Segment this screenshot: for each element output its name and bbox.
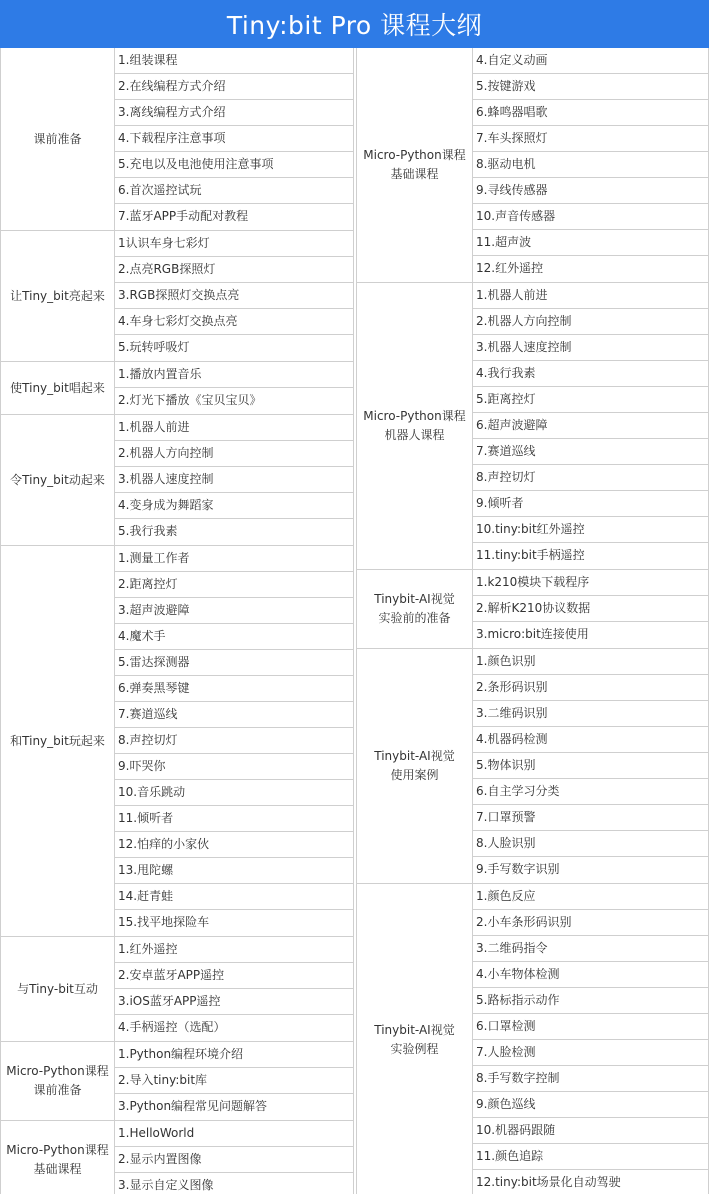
- lesson-item: 2.小车条形码识别: [473, 910, 708, 936]
- right-column: [356, 48, 709, 1194]
- lesson-item: 3.二维码指令: [473, 936, 708, 962]
- section-category: [1, 362, 115, 414]
- lesson-item: 1.机器人前进: [473, 283, 708, 309]
- lesson-item: 2.机器人方向控制: [115, 441, 353, 467]
- lesson-item: 2.解析K210协议数据: [473, 596, 708, 622]
- section-category-label: 和Tiny_bit玩起来: [10, 733, 105, 748]
- section-category: [1, 937, 115, 1041]
- course-section: [357, 283, 708, 570]
- lesson-item: 6.超声波避障: [473, 413, 708, 439]
- lesson-item: 1.颜色识别: [473, 649, 708, 675]
- lesson-item: 4.自定义动画: [473, 48, 708, 74]
- section-items: [115, 937, 353, 1041]
- section-category-label: Micro-Python课程基础课程: [363, 148, 466, 181]
- lesson-item: 3.离线编程方式介绍: [115, 100, 353, 126]
- lesson-item: 6.口罩检测: [473, 1014, 708, 1040]
- section-items: [473, 649, 708, 883]
- lesson-item: 10.tiny:bit红外遥控: [473, 517, 708, 543]
- section-items: [115, 1121, 353, 1194]
- lesson-item: 13.甩陀螺: [115, 858, 353, 884]
- lesson-item: 4.手柄遥控（选配）: [118, 1020, 226, 1034]
- lesson-item: 1.红外遥控: [115, 937, 353, 963]
- lesson-item: 7.赛道巡线: [115, 702, 353, 728]
- course-section: [1, 937, 353, 1042]
- section-items: [115, 415, 353, 545]
- lesson-item: 1.HelloWorld: [115, 1121, 353, 1147]
- lesson-item: 12.tiny:bit场景化自动驾驶: [476, 1175, 621, 1189]
- section-category-label: Micro-Python课程基础课程: [6, 1143, 109, 1176]
- lesson-item: 9.倾听者: [473, 491, 708, 517]
- section-items: [473, 570, 708, 648]
- section-category: [1, 231, 115, 361]
- section-category: [1, 546, 115, 936]
- course-section: [357, 649, 708, 884]
- course-section: [1, 1042, 353, 1121]
- section-category: [357, 649, 473, 883]
- course-section: [1, 48, 353, 231]
- section-category-label: Tinybit-AI视觉使用案例: [374, 749, 455, 782]
- lesson-item: 11.超声波: [473, 230, 708, 256]
- lesson-item: 4.下载程序注意事项: [115, 126, 353, 152]
- lesson-item: 2.在线编程方式介绍: [115, 74, 353, 100]
- lesson-item: 1认识车身七彩灯: [115, 231, 353, 257]
- lesson-item: 7.车头探照灯: [473, 126, 708, 152]
- lesson-item: 2.灯光下播放《宝贝宝贝》: [118, 393, 262, 407]
- lesson-item: 10.声音传感器: [473, 204, 708, 230]
- lesson-item: 1.测量工作者: [115, 546, 353, 572]
- lesson-item: 12.红外遥控: [476, 261, 544, 275]
- lesson-item: 1.k210模块下载程序: [473, 570, 708, 596]
- section-category-label: 课前准备: [33, 131, 82, 146]
- lesson-item: 2.距离控灯: [115, 572, 353, 598]
- lesson-item: 5.按键游戏: [473, 74, 708, 100]
- lesson-item: 3.Python编程常见问题解答: [118, 1099, 268, 1113]
- lesson-item: 5.充电以及电池使用注意事项: [115, 152, 353, 178]
- lesson-item: 2.条形码识别: [473, 675, 708, 701]
- section-items: [115, 546, 353, 936]
- lesson-item: 7.赛道巡线: [473, 439, 708, 465]
- lesson-item: 9.手写数字识别: [476, 862, 560, 876]
- lesson-item: 5.路标指示动作: [473, 988, 708, 1014]
- section-category-label: Tinybit-AI视觉实验例程: [374, 1023, 455, 1056]
- lesson-item: 2.安卓蓝牙APP遥控: [115, 963, 353, 989]
- lesson-item: 1.Python编程环境介绍: [115, 1042, 353, 1068]
- lesson-item: 3.iOS蓝牙APP遥控: [115, 989, 353, 1015]
- lesson-item: 6.首次遥控试玩: [115, 178, 353, 204]
- lesson-item: 12.怕痒的小家伙: [115, 832, 353, 858]
- lesson-item: 4.我行我素: [473, 361, 708, 387]
- lesson-item: 2.点亮RGB探照灯: [115, 257, 353, 283]
- lesson-item: 11.tiny:bit手柄遥控: [476, 548, 585, 562]
- lesson-item: 2.显示内置图像: [115, 1147, 353, 1173]
- left-column: [0, 48, 354, 1194]
- section-category: [357, 283, 473, 569]
- section-category-label: 与Tiny-bit互动: [17, 981, 98, 996]
- lesson-item: 1.组装课程: [115, 48, 353, 74]
- lesson-item: 3.显示自定义图像: [118, 1178, 214, 1192]
- course-section: [1, 546, 353, 937]
- lesson-item: 1.机器人前进: [115, 415, 353, 441]
- lesson-item: 8.手写数字控制: [473, 1066, 708, 1092]
- lesson-item: 7.口罩预警: [473, 805, 708, 831]
- lesson-item: 5.雷达探测器: [115, 650, 353, 676]
- lesson-item: 2.机器人方向控制: [473, 309, 708, 335]
- section-category: [1, 1042, 115, 1120]
- lesson-item: 11.倾听者: [115, 806, 353, 832]
- lesson-item: 10.机器码跟随: [473, 1118, 708, 1144]
- course-section: [357, 884, 708, 1194]
- section-category: [1, 415, 115, 545]
- lesson-item: 1.播放内置音乐: [115, 362, 353, 388]
- lesson-item: 2.导入tiny:bit库: [115, 1068, 353, 1094]
- lesson-item: 4.车身七彩灯交换点亮: [115, 309, 353, 335]
- lesson-item: 3.RGB探照灯交换点亮: [115, 283, 353, 309]
- section-items: [115, 1042, 353, 1120]
- section-items: [115, 231, 353, 361]
- lesson-item: 14.赶青蛙: [115, 884, 353, 910]
- lesson-item: 7.人脸检测: [473, 1040, 708, 1066]
- lesson-item: 5.距离控灯: [473, 387, 708, 413]
- lesson-item: 5.物体识别: [473, 753, 708, 779]
- lesson-item: 1.颜色反应: [473, 884, 708, 910]
- section-category: [357, 48, 473, 282]
- page-title: Tiny:bit Pro 课程大纲: [0, 0, 709, 48]
- section-items: [473, 884, 708, 1194]
- lesson-item: 3.micro:bit连接使用: [476, 627, 589, 641]
- lesson-item: 5.我行我素: [118, 524, 178, 538]
- section-category-label: Tinybit-AI视觉实验前的准备: [374, 592, 455, 625]
- section-items: [115, 48, 353, 230]
- course-section: [357, 48, 708, 283]
- lesson-item: 4.变身成为舞蹈家: [115, 493, 353, 519]
- section-items: [115, 362, 353, 414]
- lesson-item: 3.超声波避障: [115, 598, 353, 624]
- lesson-item: 8.人脸识别: [473, 831, 708, 857]
- lesson-item: 4.魔术手: [115, 624, 353, 650]
- lesson-item: 6.蜂鸣器唱歌: [473, 100, 708, 126]
- lesson-item: 3.二维码识别: [473, 701, 708, 727]
- course-section: [1, 415, 353, 546]
- lesson-item: 9.吓哭你: [115, 754, 353, 780]
- section-category: [357, 884, 473, 1194]
- lesson-item: 3.机器人速度控制: [473, 335, 708, 361]
- section-category: [357, 570, 473, 648]
- section-category: [1, 48, 115, 230]
- lesson-item: 4.机器码检测: [473, 727, 708, 753]
- section-category-label: 令Tiny_bit动起来: [10, 472, 105, 487]
- lesson-item: 5.玩转呼吸灯: [118, 340, 190, 354]
- lesson-item: 8.声控切灯: [115, 728, 353, 754]
- course-section: [1, 1121, 353, 1194]
- course-section: [1, 362, 353, 415]
- lesson-item: 6.自主学习分类: [473, 779, 708, 805]
- section-category-label: 使Tiny_bit唱起来: [10, 380, 105, 395]
- lesson-item: 3.机器人速度控制: [115, 467, 353, 493]
- lesson-item: 6.弹奏黑琴键: [115, 676, 353, 702]
- lesson-item: 9.颜色巡线: [473, 1092, 708, 1118]
- lesson-item: 9.寻线传感器: [473, 178, 708, 204]
- lesson-item: 7.蓝牙APP手动配对教程: [118, 209, 249, 223]
- section-items: [473, 283, 708, 569]
- lesson-item: 8.驱动电机: [473, 152, 708, 178]
- section-category-label: 让Tiny_bit亮起来: [10, 288, 105, 303]
- section-category-label: Micro-Python课程机器人课程: [363, 409, 466, 442]
- section-category: [1, 1121, 115, 1194]
- lesson-item: 4.小车物体检测: [473, 962, 708, 988]
- lesson-item: 11.颜色追踪: [473, 1144, 708, 1170]
- section-category-label: Micro-Python课程课前准备: [6, 1064, 109, 1097]
- course-section: [357, 570, 708, 649]
- course-section: [1, 231, 353, 362]
- lesson-item: 15.找平地探险车: [118, 915, 210, 929]
- lesson-item: 8.声控切灯: [473, 465, 708, 491]
- lesson-item: 10.音乐跳动: [115, 780, 353, 806]
- section-items: [473, 48, 708, 282]
